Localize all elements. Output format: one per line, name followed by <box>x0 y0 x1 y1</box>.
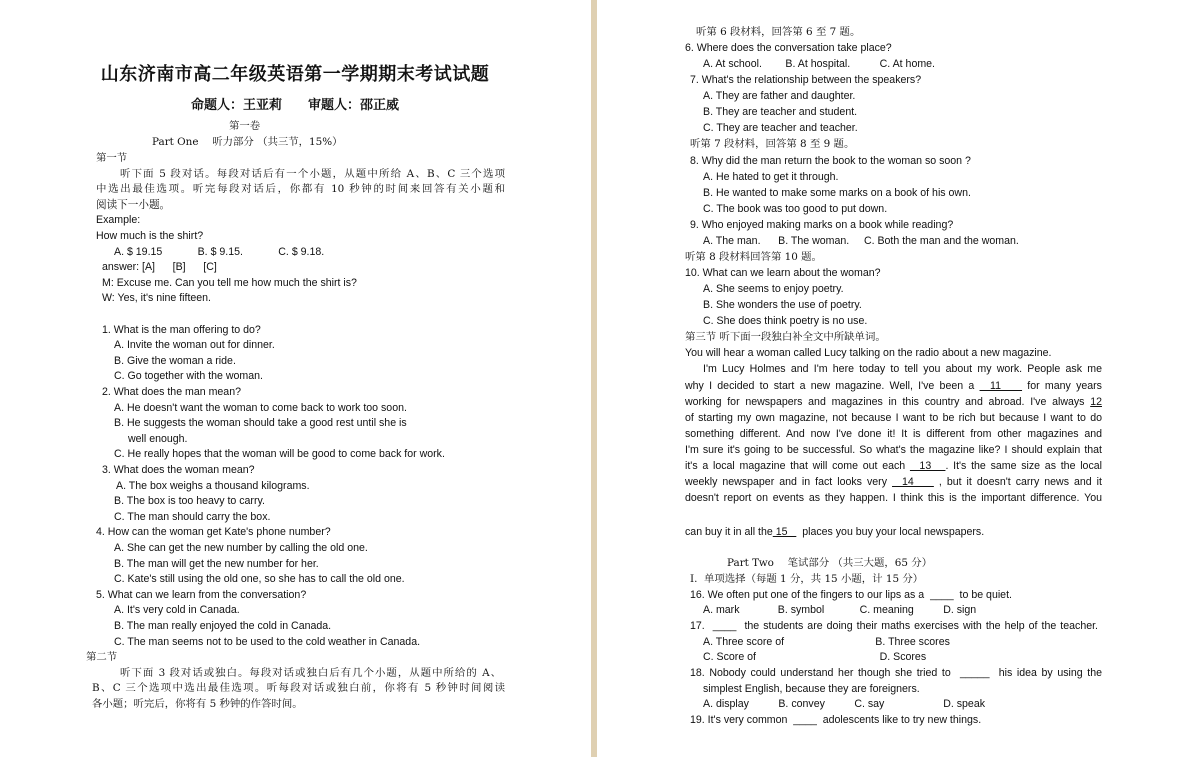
text-line: 第一节 <box>96 152 128 164</box>
text-line <box>690 73 921 87</box>
text-segment: places you buy your local newspapers. <box>796 526 985 538</box>
text-line: B. The man really enjoyed the cold in Canada. <box>114 620 332 632</box>
passage-line <box>685 459 1102 473</box>
text-segment: 9. Who enjoyed making marks on a book while reading? <box>690 218 954 231</box>
text-segment: 7. What's the relationship between the speakers? <box>690 74 922 87</box>
text-line: C. The man should carry the box. <box>114 510 271 523</box>
text-line: 4. How can the woman get Kate's phone number? <box>96 526 331 539</box>
text-line: 第一卷 <box>229 120 261 132</box>
text-line: B. Give the woman a ride. <box>114 354 236 367</box>
text-segment: 听第 6 段材料，回答第 6 至 7 题。 <box>696 26 861 38</box>
text-line <box>685 330 886 344</box>
text-line <box>703 282 844 296</box>
text-line: A. She can get the new number by calling the old one. <box>114 542 368 554</box>
text-line <box>703 170 838 184</box>
text-segment: 8. Why did the man return the book to the woman so soon ? <box>690 154 971 167</box>
text-line: C. Go together with the woman. <box>114 370 263 383</box>
text-segment: I. 单项选择（每题 1 分，共 15 小题，计 15 分） <box>690 573 924 585</box>
text-line <box>690 572 923 586</box>
text-segment: why I decided to start a new magazine. Well, I've been a <box>685 379 980 392</box>
text-segment: A. She seems to enjoy poetry. <box>703 283 844 296</box>
text-segment: C. They are teacher and teacher. <box>703 122 858 135</box>
passage-line <box>685 491 1102 505</box>
text-line: 各小题；听完后，你将有 5 秒钟的作答时间。 <box>92 698 303 710</box>
text-segment: C. She does think poetry is no use. <box>703 315 868 328</box>
text-line <box>703 650 926 664</box>
passage-line <box>685 379 1102 393</box>
text-line: 听下面 5 段对话。每段对话后有一个小题，从题中所给 A、B、C 三个选项 <box>120 167 505 180</box>
text-segment: I'm Lucy Holmes and I'm here today to tell you about my work. People ask me <box>703 363 1102 376</box>
text-line <box>690 137 854 151</box>
text-segment: 18. Nobody could understand her though she tried to _____ his idea by using the <box>690 666 1102 679</box>
passage-line <box>685 395 1102 409</box>
text-line <box>703 682 920 696</box>
text-segment: weekly newspaper and in fact looks very <box>685 475 893 488</box>
text-segment: A. display B. convey C. say D. speak <box>703 698 986 711</box>
text-segment: B. She wonders the use of poetry. <box>703 299 862 312</box>
text-line: B. He suggests the woman should take a good rest until she is <box>114 417 407 430</box>
text-line: 第二节 <box>86 651 118 664</box>
text-segment: . It's the same size as the local <box>945 459 1102 472</box>
text-line <box>685 525 984 539</box>
text-segment: 17. ____ the students are doing their maths exercises with the help of the teacher. <box>690 619 1098 632</box>
passage-line <box>685 475 1102 489</box>
text-line <box>690 713 981 727</box>
text-segment: for many years <box>1022 379 1102 392</box>
page-title: 山东济南市高二年级英语第一学期期末考试试题 <box>100 64 490 85</box>
text-line: A. Invite the woman out for dinner. <box>114 339 275 352</box>
text-segment: ____ <box>930 588 954 601</box>
passage-line <box>685 443 1102 457</box>
text-line <box>690 588 1012 602</box>
text-line: B. The man will get the new number for her. <box>114 557 319 570</box>
text-line <box>690 154 971 168</box>
text-segment: 听第 7 段材料，回答第 8 至 9 题。 <box>690 138 855 151</box>
text-line <box>703 105 857 119</box>
text-line: B. The box is too heavy to carry. <box>114 495 265 508</box>
text-line <box>703 121 858 135</box>
text-segment: doesn't report on events as they happen. I think this is the important difference. You <box>685 492 1102 505</box>
text-segment: A. Three score of B. Three scores <box>703 635 950 648</box>
text-line: C. The man seems not to be used to the cold weather in Canada. <box>114 635 421 648</box>
authors-line: 命题人：王亚莉 审题人：邵正威 <box>190 98 399 113</box>
text-line: A. He doesn't want the woman to come back to work too soon. <box>114 401 407 414</box>
text-line: well enough. <box>128 432 188 445</box>
text-line: W: Yes, it's nine fifteen. <box>102 292 212 305</box>
text-segment: 第三节 听下面一段独白补全文中所缺单词。 <box>685 331 886 344</box>
text-segment: working for newspapers and magazines in this country and abroad. I've always <box>685 395 1091 408</box>
text-line: 中选出最佳选项。听完每段对话后，你都有 10 秒钟的时间来回答有关小题和 <box>96 183 505 196</box>
answer-blank: 11 <box>979 379 1023 392</box>
text-line: 3. What does the woman mean? <box>102 464 255 476</box>
page-separator <box>591 0 597 757</box>
text-segment: 听第 8 段材料回答第 10 题。 <box>685 250 822 263</box>
text-line: A. It's very cold in Canada. <box>114 604 240 617</box>
text-segment: 10. What can we learn about the woman? <box>685 267 881 280</box>
text-segment: something different. And now I've done it! It is different from other magazines and <box>685 427 1102 440</box>
text-segment: simplest English, because they are foreigners. <box>703 682 920 695</box>
text-line <box>703 314 867 328</box>
text-line: Example: <box>96 214 141 227</box>
text-line <box>727 556 932 570</box>
answer-blank: 15 <box>772 526 797 538</box>
text-line <box>703 298 862 312</box>
text-segment: B. They are teacher and student. <box>703 106 858 119</box>
text-segment: of starting my own magazine, not because I want to be rich but because I want to do <box>685 411 1102 424</box>
text-segment: You will hear a woman called Lucy talking on the radio about a new magazine. <box>685 347 1052 360</box>
text-segment: 16. We often put one of the fingers to our lips as a <box>690 588 931 601</box>
passage-line <box>685 411 1102 425</box>
text-line: C. He really hopes that the woman will be good to come back for work. <box>114 448 445 461</box>
text-line: 2. What does the man mean? <box>102 386 241 398</box>
text-line <box>696 25 860 39</box>
text-segment: A. At school. B. At hospital. C. At home. <box>703 58 935 71</box>
text-line: How much is the shirt? <box>96 230 204 242</box>
text-line <box>703 186 971 200</box>
text-line <box>703 57 935 71</box>
text-line: C. Kate's still using the old one, so she has to call the old one. <box>114 573 405 586</box>
passage-line <box>703 362 1102 376</box>
text-line <box>703 234 1019 248</box>
text-segment: , but it doesn't carry news and it <box>933 475 1102 488</box>
text-line <box>685 250 822 264</box>
answer-blank: 14 <box>892 475 934 488</box>
text-line: A. The box weighs a thousand kilograms. <box>116 479 310 492</box>
text-segment: I'm sure it's going to be successful. So what's the magazine like? I should explain that <box>685 443 1102 456</box>
text-line <box>703 89 855 103</box>
text-line: 听下面 3 段对话或独白。每段对话或独白后有几个小题，从题中所给的 A、 <box>120 666 501 679</box>
text-segment: 19. It's very common ____ adolescents like to try new things. <box>690 713 982 726</box>
text-line <box>703 603 976 617</box>
text-segment: A. They are father and daughter. <box>703 90 856 103</box>
text-segment: C. Score of D. Scores <box>703 651 927 664</box>
text-line: 1. What is the man offering to do? <box>102 323 261 336</box>
text-line <box>685 266 881 280</box>
text-segment: Part Two 笔试部分 （共三大题，65 分） <box>727 557 933 569</box>
text-segment: A. The man. B. The woman. C. Both the man and the woman. <box>703 234 1019 247</box>
passage-line <box>685 427 1102 441</box>
text-line <box>690 619 1098 633</box>
text-segment: can buy it in all the <box>685 526 773 538</box>
text-segment: C. The book was too good to put down. <box>703 202 888 215</box>
text-line: M: Excuse me. Can you tell me how much the shirt is? <box>102 276 357 289</box>
text-line <box>703 697 985 711</box>
answer-blank: 12 <box>1090 395 1102 408</box>
answer-blank: 13 <box>909 459 946 472</box>
text-line <box>685 41 892 55</box>
text-line: B、C 三个选项中选出最佳选项。听每段对话或独白前，你将有 5 秒钟时间阅读 <box>92 682 505 695</box>
text-line <box>690 218 953 232</box>
text-line <box>703 635 950 649</box>
text-segment: 6. Where does the conversation take place? <box>685 42 892 55</box>
text-segment: B. He wanted to make some marks on a book of his own. <box>703 186 971 199</box>
text-line: A. $ 19.15 B. $ 9.15. C. $ 9.18. <box>114 245 325 258</box>
text-segment: A. mark B. symbol C. meaning D. sign <box>703 604 977 617</box>
text-line: answer: [A] [B] [C] <box>102 261 217 274</box>
text-line: Part One 听力部分 （共三节，15%） <box>152 136 343 148</box>
text-line <box>685 346 1052 360</box>
text-line: 阅读下一小题。 <box>96 198 171 211</box>
text-line: 5. What can we learn from the conversation? <box>96 588 307 601</box>
text-segment: it's a local magazine that will come out each <box>685 459 910 472</box>
text-segment: to be quiet. <box>953 588 1012 601</box>
text-segment: A. He hated to get it through. <box>703 170 839 183</box>
text-line <box>703 202 887 216</box>
text-line <box>690 666 1102 680</box>
